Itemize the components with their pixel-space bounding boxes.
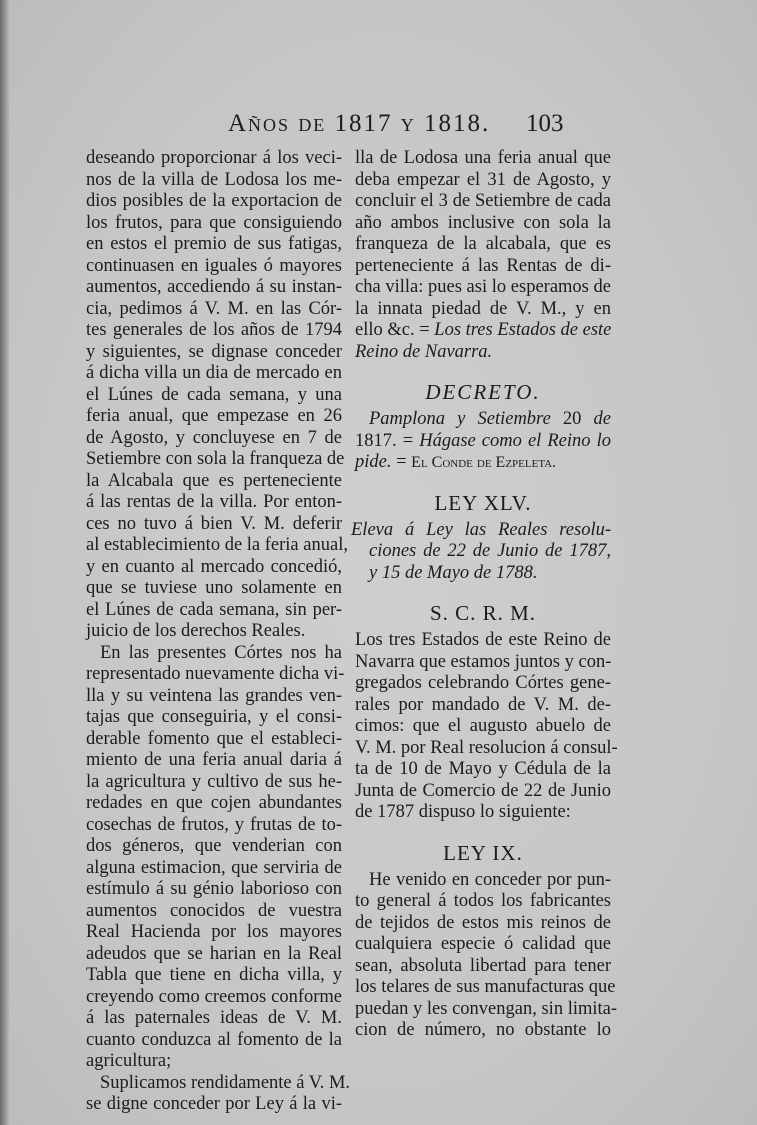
- text-line: de 1787 dispuso lo siguiente:: [355, 802, 571, 822]
- text-line: V. M. por Real resolucion á consul-: [355, 737, 618, 758]
- text-line: los telares de sus manufacturas que: [355, 977, 616, 997]
- text-line: dios posibles de la exportacion de: [86, 191, 342, 211]
- text-line: juicio de los derechos Reales.: [86, 621, 306, 641]
- text-line: rales por mandado de V. M. de-: [355, 694, 611, 715]
- text-line: que se tuviese uno solamente en: [86, 578, 342, 598]
- text-line: aumentos conocidos de vuestra: [86, 900, 342, 921]
- text-line: en estos el premio de sus fatigas,: [86, 234, 342, 254]
- text-line: deseando proporcionar á los veci-: [86, 148, 342, 168]
- text-line: deba empezar el 31 de Agosto, y: [355, 169, 611, 190]
- text-line: la agricultura y cultivo de sus he-: [86, 771, 342, 792]
- text-line: cuanto conduzca al fomento de la: [86, 1029, 342, 1050]
- left-column: [86, 148, 351, 1116]
- decreto-sep: =: [391, 452, 412, 472]
- text-line: continuasen en iguales ó mayores: [86, 255, 342, 276]
- text-line: lla de Lodosa una feria anual que: [355, 148, 611, 168]
- decreto-de: de: [593, 409, 612, 429]
- text-line: Tabla que tiene en dicha villa, y: [86, 965, 342, 985]
- text-line: estímulo á su génio laborioso con: [86, 879, 342, 899]
- ley-ix-heading: LEY IX.: [443, 840, 523, 865]
- text-line: Real Hacienda por los mayores: [86, 922, 342, 942]
- text-line: ta de 10 de Mayo y Cédula de la: [355, 759, 611, 779]
- text-line: derable fomento que el estableci-: [86, 728, 342, 749]
- text-line: alguna estimacion, que serviria de: [86, 857, 342, 878]
- text-line: á las paternales ideas de V. M.: [86, 1008, 342, 1028]
- text-line: tajas que conseguiria, y el consi-: [86, 707, 342, 727]
- petition-close: [355, 320, 611, 342]
- text-line: lla y su veintena las grandes ven-: [86, 685, 342, 706]
- scrm-heading: S. C. R. M.: [429, 601, 537, 625]
- decreto-signature: El Conde de Ezpeleta.: [411, 454, 557, 471]
- text-line: dos géneros, que venderian con: [86, 836, 342, 856]
- text-line: creyendo como creemos conforme: [86, 986, 342, 1007]
- text-line: cion de número, no obstante lo: [355, 1020, 611, 1040]
- text-line: Los tres Estados de este Reino de: [355, 630, 611, 650]
- text-line: y siguientes, se dignase conceder: [86, 341, 342, 362]
- ley-xlv-heading: LEY XLV.: [434, 490, 532, 515]
- text-line: cha villa: pues asi lo esperamos de: [355, 277, 611, 297]
- text-line: cosechas de frutos, y frutas de to-: [86, 814, 342, 835]
- text-line: puedan y les convengan, sin limita-: [355, 998, 618, 1019]
- text-line: á las rentas de la villa. Por enton-: [86, 492, 342, 512]
- text-line: se digne conceder por Ley á la vi-: [86, 1094, 342, 1114]
- decreto-line: [355, 452, 611, 474]
- decreto-order: Hágase como el Reino lo: [419, 430, 611, 451]
- petition-continuation: [355, 148, 611, 320]
- text-line: ces no tuvo á bien V. M. deferir: [86, 513, 342, 534]
- decreto-heading: DECRETO.: [425, 380, 541, 404]
- text-line: tes generales de los años de 1794: [86, 320, 342, 340]
- text-line: de Agosto, y concluyese en 7 de: [86, 427, 342, 448]
- text-line: concluir el 3 de Setiembre de cada: [355, 191, 611, 211]
- text-line: gregados celebrando Córtes gene-: [355, 673, 611, 693]
- text-line: En las presentes Córtes nos ha: [100, 642, 342, 663]
- text-line: la innata piedad de V. M., y en: [355, 298, 611, 319]
- text-line: año ambos inclusive con sola la: [355, 212, 611, 233]
- text-line: adeudos que se harian en la Real: [86, 943, 342, 964]
- scan-edge: [0, 0, 9, 1125]
- text-line: y en cuanto al mercado concedió,: [86, 556, 342, 577]
- text-line: cimos: que el augusto abuelo de: [355, 716, 611, 736]
- text-line: nos de la villa de Lodosa los me-: [86, 169, 342, 190]
- page-number: 103: [526, 110, 564, 137]
- text-line: el Lúnes de cada semana, y una: [86, 384, 342, 405]
- running-title: Años de 1817 y 1818.: [228, 110, 491, 137]
- text-line: perteneciente á las Rentas de di-: [355, 255, 611, 276]
- text-line: Suplicamos rendidamente á V. M.: [100, 1072, 351, 1093]
- text-line: aumentos, accediendo á su instan-: [86, 277, 342, 297]
- text-line: Junta de Comercio de 22 de Junio: [355, 780, 611, 801]
- text-line: representado nuevamente dicha vi-: [86, 664, 345, 684]
- decreto-place: Pamplona y Setiembre: [369, 409, 551, 429]
- text-line: los frutos, para que consiguiendo: [86, 212, 342, 233]
- text-line: la Alcabala que es perteneciente: [86, 470, 342, 491]
- text-line: Navarra que estamos juntos y con-: [355, 651, 612, 672]
- ley-xlv-body: [355, 630, 618, 824]
- text-line: feria anual, que empezase en 26: [86, 406, 342, 426]
- text-line: de tejidos de estos mis reinos de: [355, 912, 611, 933]
- petition-close-plain: ello &c. =: [355, 320, 435, 340]
- ley-ix-body: [355, 869, 618, 1042]
- text-line: franqueza de la alcabala, que es: [355, 234, 611, 254]
- text-line: redades en que cojen abundantes: [86, 793, 342, 813]
- text-line: el Lúnes de cada semana, sin per-: [86, 599, 342, 620]
- text-line: sean, absoluta libertad para tener: [355, 955, 611, 976]
- text-line: agricultura;: [86, 1051, 172, 1071]
- ley-xlv-summary: [351, 519, 611, 585]
- text-line: al establecimiento de la feria anual,: [86, 535, 348, 555]
- text-line: á dicha villa un dia de mercado en: [86, 363, 342, 383]
- right-column: [351, 148, 618, 1042]
- text-line: to general á todos los fabricantes: [355, 891, 611, 911]
- text-line: Setiembre con sola la franqueza de: [86, 449, 345, 469]
- page-header: [0, 110, 757, 144]
- text-line: Eleva á Ley las Reales resolu-: [351, 519, 611, 540]
- text-line: cia, pedimos á V. M. en las Cór-: [86, 298, 342, 319]
- petition-signatories-2: Reino de Navarra.: [355, 341, 493, 362]
- text-line: ciones de 22 de Junio de 1787,: [369, 541, 611, 561]
- petition-signatories: Los tres Estados de este: [434, 320, 612, 340]
- text-line: miento de una feria anual daria á: [86, 750, 342, 770]
- decreto-line: [355, 409, 611, 431]
- decreto-day: 20: [562, 409, 582, 429]
- text-line: He venido en conceder por pun-: [369, 869, 611, 890]
- text-line: y 15 de Mayo de 1788.: [369, 562, 538, 583]
- decreto-order-end: pide.: [355, 452, 392, 472]
- decreto-line: [355, 431, 611, 453]
- decreto-year: 1817. =: [355, 430, 420, 451]
- text-line: cualquiera especie ó calidad que: [355, 934, 611, 954]
